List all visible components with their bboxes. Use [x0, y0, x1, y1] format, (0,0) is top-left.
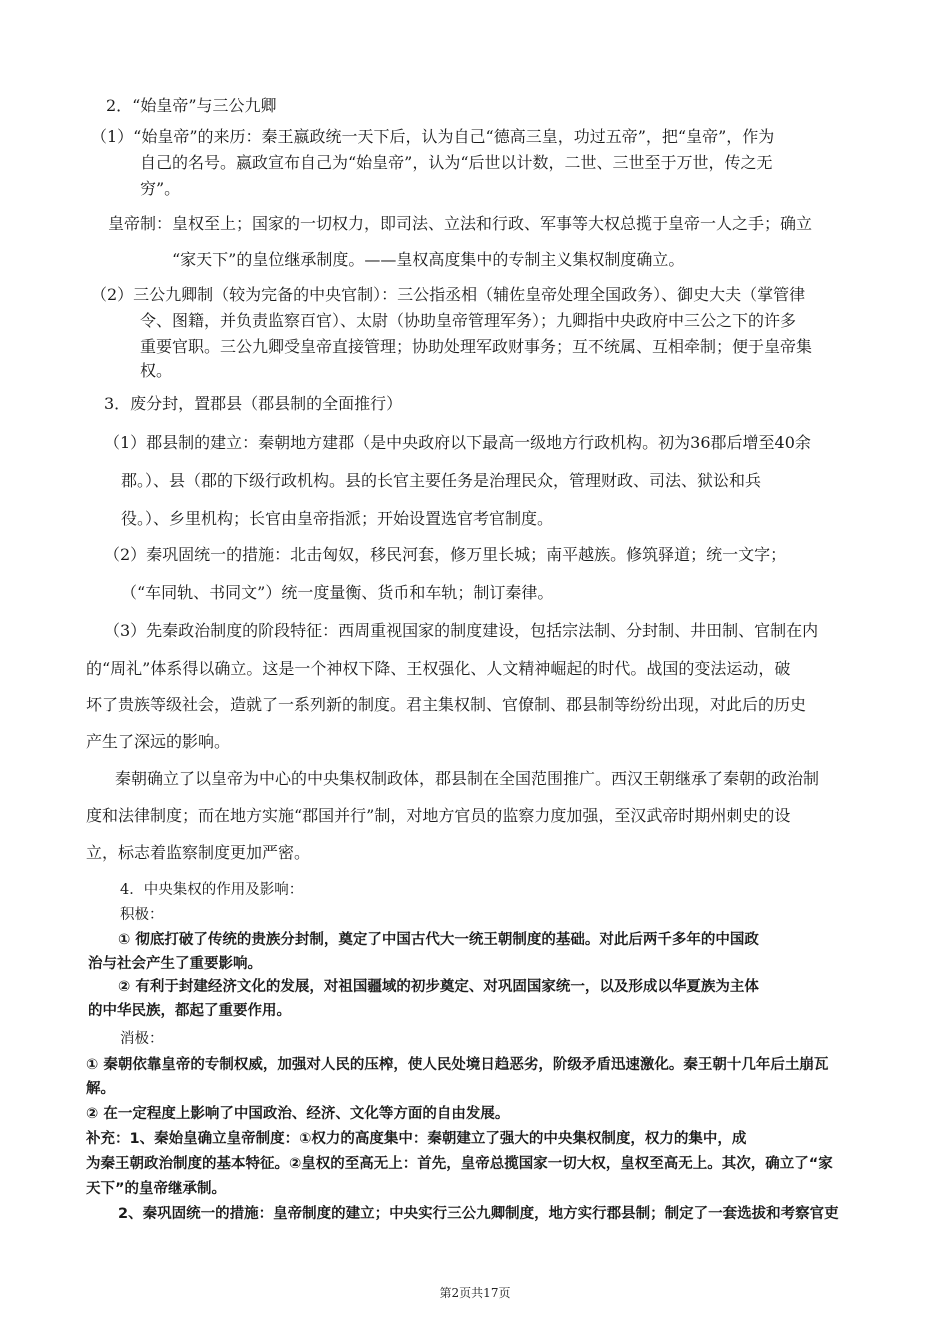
paragraph-line: 的中华民族，都起了重要作用。: [88, 1003, 291, 1019]
paragraph-line: 度和法律制度；而在地方实施“郡国并行”制，对地方官员的监察力度加强，至汉武帝时期州刺史的设: [86, 806, 791, 825]
paragraph-line: 秦朝确立了以皇帝为中心的中央集权制政体，郡县制在全国范围推广。西汉王朝继承了秦朝的政治制: [115, 769, 820, 788]
page-number-footer: 第2页共17页: [439, 1286, 511, 1300]
section-4-heading: 4．中央集权的作用及影响：: [120, 882, 304, 898]
section-3-heading: 3．废分封，置郡县（郡县制的全面推行）: [104, 394, 403, 413]
paragraph-line: 权。: [140, 361, 173, 380]
paragraph-line: 补充：1、秦始皇确立皇帝制度：①权力的高度集中：秦朝建立了强大的中央集权制度，权力的集中，成: [86, 1131, 747, 1147]
paragraph-line: （1）“始皇帝”的来历：秦王嬴政统一天下后，认为自己“德高三皇，功过五帝”，把“皇帝”，作为: [91, 127, 775, 146]
paragraph-line: 自己的名号。嬴政宣布自己为“始皇帝”，认为“后世以计数，二世、三世至于万世，传之无: [140, 153, 773, 172]
paragraph-line: （1）郡县制的建立：秦朝地方建郡（是中央政府以下最高一级地方行政机构。初为36郡后增至40余: [104, 433, 811, 452]
paragraph-line: 坏了贵族等级社会，造就了一系列新的制度。君主集权制、官僚制、郡县制等纷纷出现，对此后的历史: [86, 695, 807, 714]
paragraph-line: （“车同轨、书同文”）统一度量衡、货币和车轨；制订秦律。: [121, 583, 554, 602]
paragraph-line: 令、图籍，并负责监察百官）、太尉（协助皇帝管理军务）；九卿指中央政府中三公之下的许多: [140, 311, 797, 330]
paragraph-line: 立，标志着监察制度更加严密。: [86, 843, 311, 862]
subheading-positive: 积极：: [120, 907, 164, 923]
paragraph-line: 天下”的皇帝继承制。: [86, 1181, 227, 1197]
paragraph-line: ② 在一定程度上影响了中国政治、经济、文化等方面的自由发展。: [86, 1106, 510, 1122]
paragraph-line: 产生了深远的影响。: [86, 732, 231, 751]
section-2-heading: 2．“始皇帝”与三公九卿: [106, 96, 277, 115]
paragraph-line: 2、秦巩固统一的措施：皇帝制度的建立；中央实行三公九卿制度，地方实行郡县制；制定了一套选拔和考察官吏: [118, 1206, 839, 1222]
paragraph-line: ① 秦朝依靠皇帝的专制权威，加强对人民的压榨，使人民处境日趋恶劣，阶级矛盾迅速激化。秦王朝十几年后土崩瓦: [86, 1057, 829, 1073]
paragraph-line: ② 有利于封建经济文化的发展，对祖国疆域的初步奠定、对巩固国家统一，以及形成以华夏族为主体: [118, 979, 759, 995]
paragraph-line: 治与社会产生了重要影响。: [88, 956, 262, 972]
paragraph-line: 皇帝制：皇权至上；国家的一切权力，即司法、立法和行政、军事等大权总揽于皇帝一人之手；确立: [108, 214, 813, 233]
paragraph-line: 解。: [86, 1081, 115, 1097]
paragraph-line: ① 彻底打破了传统的贵族分封制，奠定了中国古代大一统王朝制度的基础。对此后两千多年的中国政: [118, 932, 759, 948]
paragraph-line: 的“周礼”体系得以确立。这是一个神权下降、王权强化、人文精神崛起的时代。战国的变法运动，破: [86, 659, 791, 678]
paragraph-line: 役。）、乡里机构；长官由皇帝指派；开始设置选官考官制度。: [121, 509, 554, 528]
paragraph-line: 重要官职。三公九卿受皇帝直接管理；协助处理军政财事务；互不统属、互相牵制；便于皇帝集: [140, 337, 813, 356]
paragraph-line: “家天下”的皇位继承制度。——皇权高度集中的专制主义集权制度确立。: [172, 250, 685, 269]
paragraph-line: （3）先秦政治制度的阶段特征：西周重视国家的制度建设，包括宗法制、分封制、井田制、官制在内: [104, 621, 819, 640]
paragraph-line: 穷”。: [140, 179, 181, 198]
paragraph-line: 郡。）、县（郡的下级行政机构。县的长官主要任务是治理民众，管理财政、司法、狱讼和兵: [121, 471, 762, 490]
paragraph-line: （2）秦巩固统一的措施：北击匈奴，移民河套，修万里长城；南平越族。修筑驿道；统一文字；: [104, 545, 787, 564]
paragraph-line: 为秦王朝政治制度的基本特征。②皇权的至高无上：首先，皇帝总揽国家一切大权，皇权至高无上。其次，确立了“家: [86, 1156, 833, 1172]
subheading-negative: 消极：: [120, 1031, 164, 1047]
paragraph-line: （2）三公九卿制（较为完备的中央官制）：三公指丞相（辅佐皇帝处理全国政务）、御史大夫（掌管律: [91, 285, 806, 304]
